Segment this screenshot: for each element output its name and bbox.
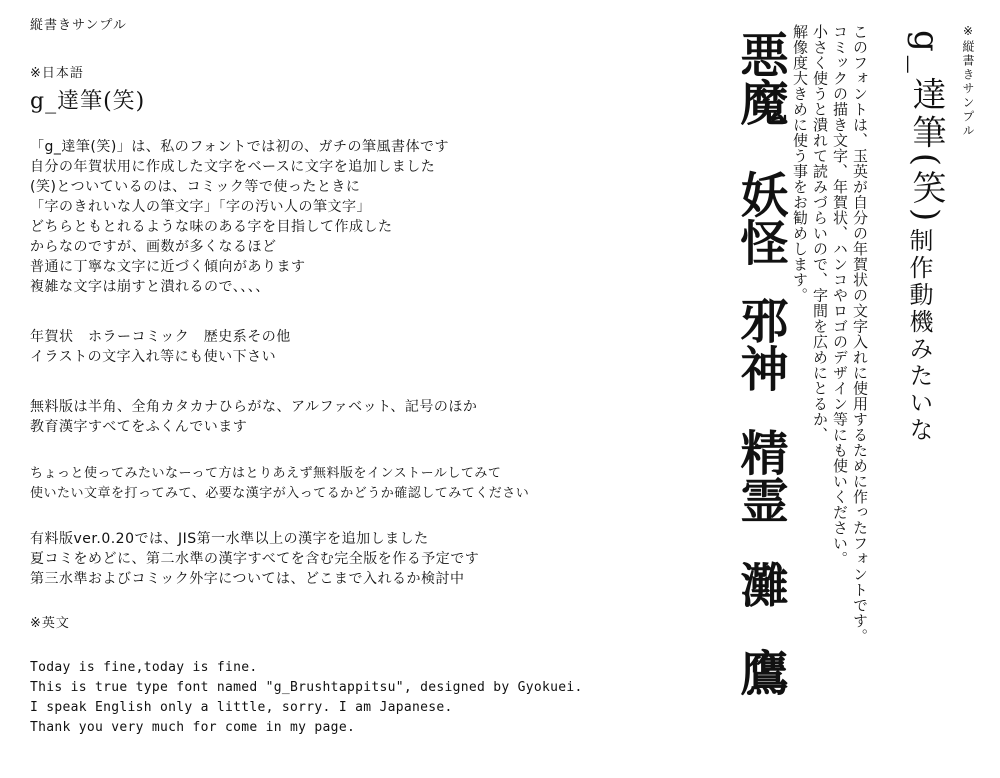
big-char-pair xyxy=(730,296,790,392)
vertical-body-line: このフォントは、玉英が自分の年賀状の文字入れに使用するために作ったフォントです。 xyxy=(851,24,869,644)
font-title: g_達筆(笑) xyxy=(30,89,146,114)
para1-line: 普通に丁寧な文字に近づく傾向があります xyxy=(30,259,306,275)
vertical-body-line: 解像度大きめに使う事をお勧めします。 xyxy=(791,24,809,303)
para4-line: ちょっと使ってみたいなーって方はとりあえず無料版をインストールしてみて xyxy=(30,466,502,481)
para1-line: どちらともとれるような味のある字を目指して作成した xyxy=(30,219,393,235)
english-line: Thank you very much for come in my page. xyxy=(30,720,356,735)
big-char-text: 鷹 xyxy=(732,648,788,696)
para3-line: 無料版は半角、全角カタカナひらがな、アルファベット、記号のほか xyxy=(30,399,478,415)
vertical-body-line: コミックの描き文字、年賀状、ハンコやロゴのデザイン等にも使いください。 xyxy=(831,24,849,567)
big-char-text: 精霊 xyxy=(732,428,788,524)
big-char-single xyxy=(730,648,790,696)
big-char-pair xyxy=(730,428,790,524)
para2-line: イラストの文字入れ等にも使い下さい xyxy=(30,349,277,365)
big-char-pair xyxy=(730,170,790,266)
english-line: I speak English only a little, sorry. I am Japanese. xyxy=(30,700,453,715)
vertical-subtitle: 制作動機みたいな xyxy=(905,228,933,444)
para4-line: 使いたい文章を打ってみて、必要な漢字が入ってるかどうか確認してみてください xyxy=(30,486,530,501)
para1-line: 「字のきれいな人の筆文字」「字の汚い人の筆文字」 xyxy=(30,199,371,215)
big-char-text: 邪神 xyxy=(732,296,788,392)
big-char-text: 妖怪 xyxy=(732,170,788,266)
para1-line: 複雑な文字は崩すと潰れるので、、、、 xyxy=(30,279,270,295)
para1-line: 「g_達筆(笑)」は、私のフォントでは初の、ガチの筆風書体です xyxy=(30,139,450,155)
section-english-label: ※英文 xyxy=(30,616,70,631)
english-line: This is true type font named "g_Brushtappitsu", designed by Gyokuei. xyxy=(30,680,583,695)
big-char-text: 灘 xyxy=(732,560,788,608)
para1-line: (笑)とついているのは、コミック等で使ったときに xyxy=(30,179,361,195)
para3-line: 教育漢字すべてをふくんでいます xyxy=(30,419,248,435)
para5-line: 有料版ver.0.20では、JIS第一水準以上の漢字を追加しました xyxy=(30,531,429,547)
sample-header: 縦書きサンプル xyxy=(30,18,127,33)
vertical-sample-header: ※縦書きサンプル xyxy=(961,24,975,138)
para5-line: 夏コミをめどに、第二水準の漢字すべてを含む完全版を作る予定です xyxy=(30,551,480,567)
big-char-single xyxy=(730,560,790,608)
section-japanese-label: ※日本語 xyxy=(30,66,84,81)
para2-line: 年賀状 ホラーコミック 歴史系その他 xyxy=(30,329,291,345)
para1-line: 自分の年賀状用に作成した文字をベースに文字を追加しました xyxy=(30,159,436,175)
para1-line: からなのですが、画数が多くなるほど xyxy=(30,239,277,255)
english-line: Today is fine,today is fine. xyxy=(30,660,258,675)
big-char-text: 悪魔 xyxy=(732,30,788,126)
vertical-body-line: 小さく使うと潰れて読みづらいので、字間を広めにとるか、 xyxy=(811,24,829,443)
para5-line: 第三水準およびコミック外字については、どこまで入れるか検討中 xyxy=(30,571,465,587)
vertical-font-title: g_達筆(笑) xyxy=(906,30,946,226)
big-char-pair xyxy=(730,30,790,126)
